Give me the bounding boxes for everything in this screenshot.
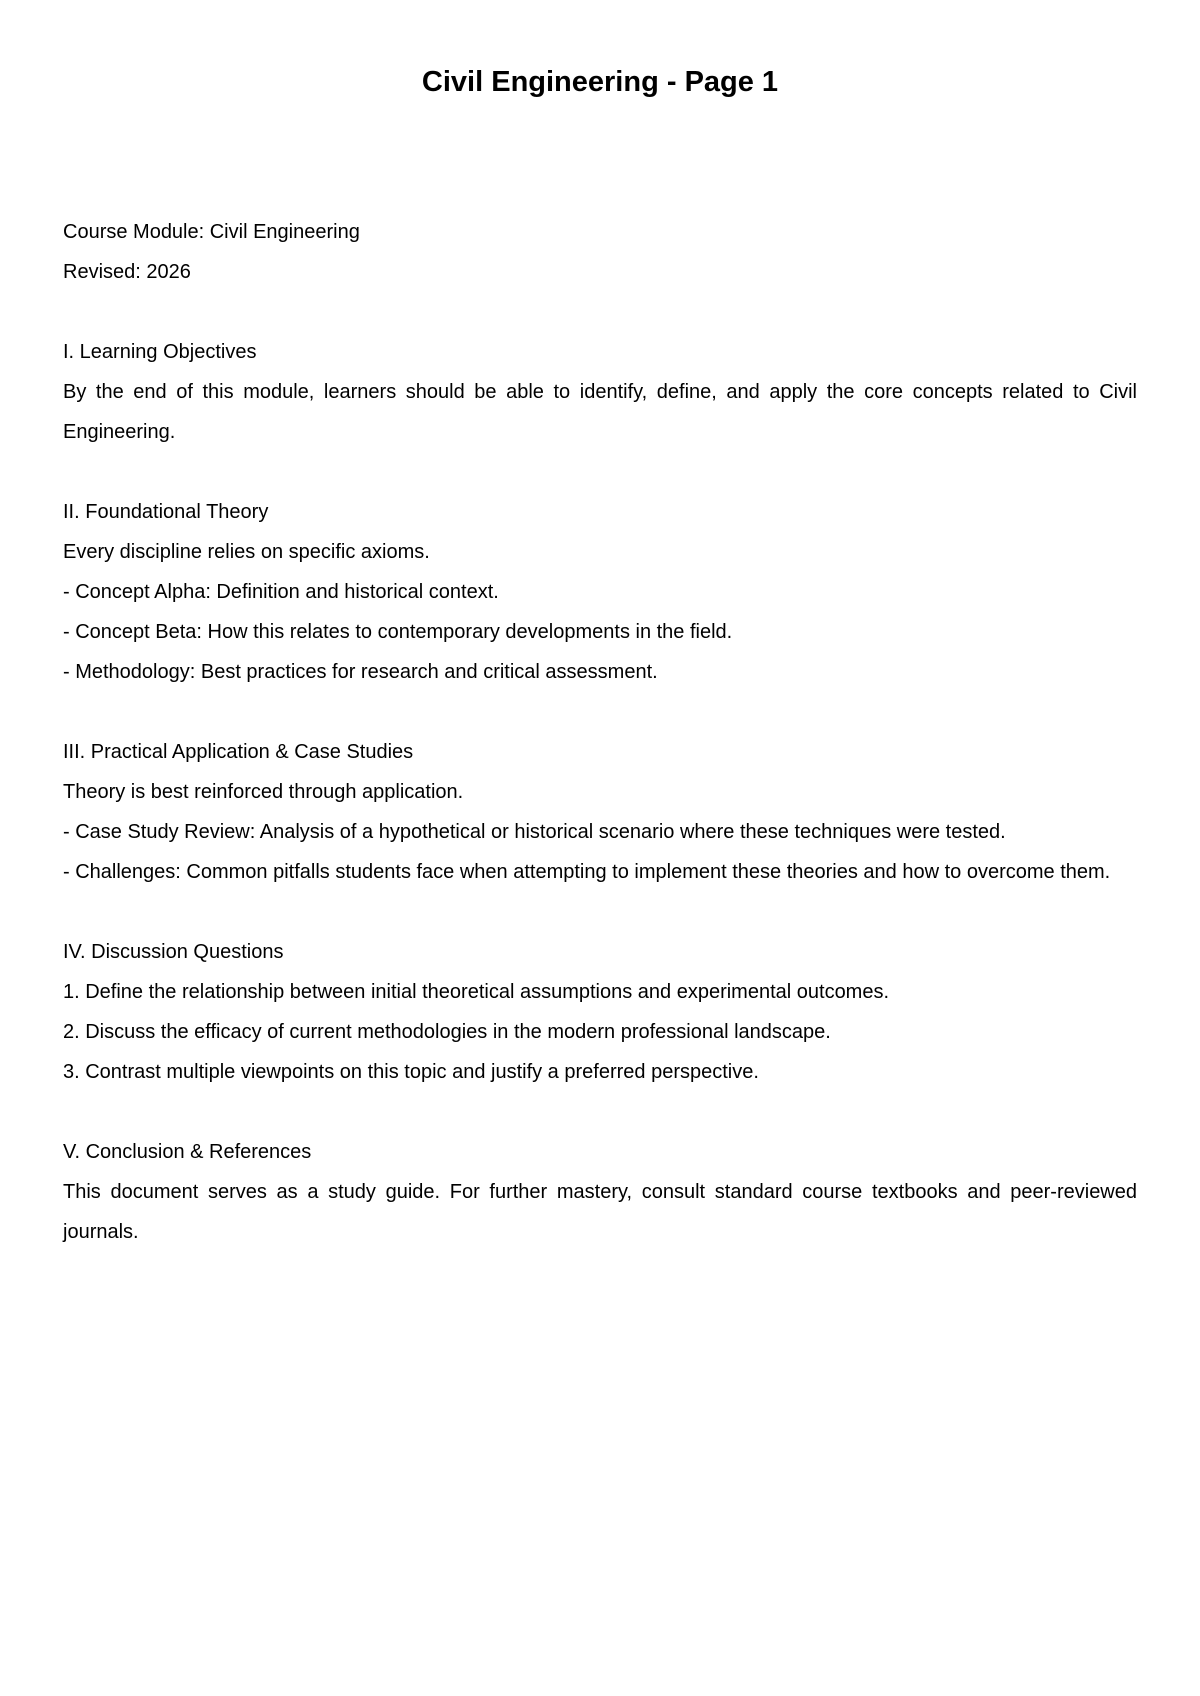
section-heading: III. Practical Application & Case Studies (63, 741, 414, 763)
list-item: - Case Study Review: Analysis of a hypothetical or historical scenario where these techniques were tested. (63, 821, 1006, 843)
spacer (63, 292, 1137, 332)
revised-line: Revised: 2026 (63, 261, 191, 283)
section-heading: II. Foundational Theory (63, 501, 269, 523)
document-body (63, 212, 1137, 1252)
section-learning-objectives (63, 332, 1137, 452)
spacer (63, 1092, 1137, 1132)
page-title: Civil Engineering - Page 1 (421, 66, 779, 98)
spacer (63, 892, 1137, 932)
paragraph: Theory is best reinforced through application. (63, 781, 464, 803)
list-item: - Concept Alpha: Definition and historical context. (63, 581, 499, 603)
section-discussion-questions (63, 932, 1137, 1092)
paragraph: By the end of this module, learners should be able to identify, define, and apply the core concepts related to Civil Engineering. (63, 381, 1137, 443)
spacer (63, 692, 1137, 732)
section-conclusion (63, 1132, 1137, 1252)
paragraph: This document serves as a study guide. For further mastery, consult standard course textbooks and peer-reviewed journals. (63, 1181, 1137, 1243)
section-practical-application (63, 732, 1137, 892)
question-item: 1. Define the relationship between initial theoretical assumptions and experimental outcomes. (63, 981, 890, 1003)
question-item: 3. Contrast multiple viewpoints on this topic and justify a preferred perspective. (63, 1061, 759, 1083)
list-item: - Challenges: Common pitfalls students face when attempting to implement these theories and how to overcome them. (63, 861, 1111, 883)
list-item: - Methodology: Best practices for research and critical assessment. (63, 661, 658, 683)
list-item: - Concept Beta: How this relates to contemporary developments in the field. (63, 621, 733, 643)
section-heading: IV. Discussion Questions (63, 941, 284, 963)
section-heading: V. Conclusion & References (63, 1141, 312, 1163)
paragraph: Every discipline relies on specific axioms. (63, 541, 430, 563)
spacer (63, 452, 1137, 492)
section-foundational-theory (63, 492, 1137, 692)
section-heading: I. Learning Objectives (63, 341, 257, 363)
question-item: 2. Discuss the efficacy of current methodologies in the modern professional landscape. (63, 1021, 831, 1043)
course-module-line: Course Module: Civil Engineering (63, 221, 360, 243)
